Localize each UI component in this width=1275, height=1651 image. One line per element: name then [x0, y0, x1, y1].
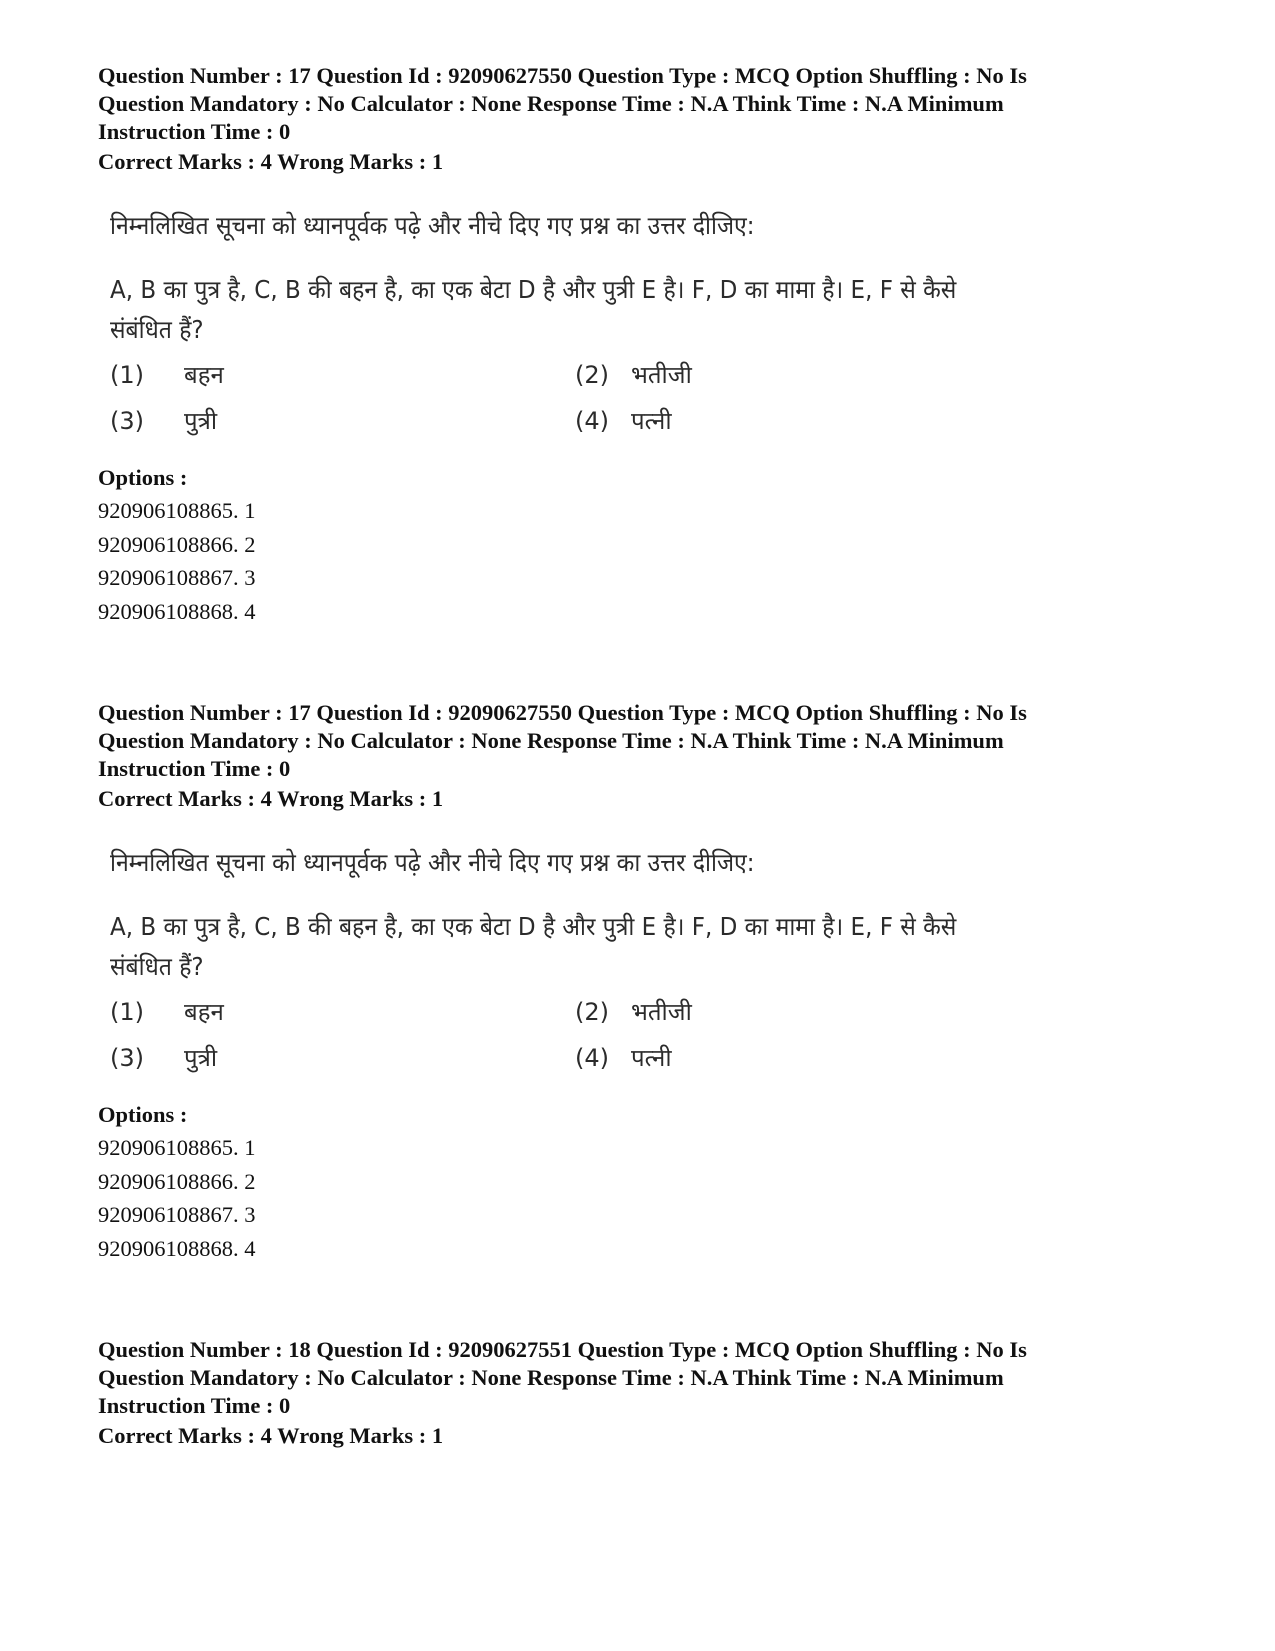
choice-3 [110, 406, 217, 436]
option-row: 920906108868. 4 [98, 598, 256, 624]
question-header-line: Instruction Time : 0 [98, 119, 291, 144]
question-header-line: Question Mandatory : No Calculator : None Response Time : N.A Think Time : N.A Minimum [98, 91, 1004, 116]
option-row: 920906108867. 3 [98, 565, 256, 590]
choice-text: पत्नी [631, 407, 672, 435]
choice-number: (4) [575, 407, 609, 435]
question-header-line: Question Mandatory : No Calculator : None Response Time : N.A Think Time : N.A Minimum [98, 1365, 1004, 1390]
choice-number: (1) [110, 361, 144, 389]
option-row: 920906108865. 1 [98, 498, 256, 523]
marks-line: Correct Marks : 4 Wrong Marks : 1 [98, 149, 444, 174]
choice-text: बहन [184, 998, 224, 1026]
choice-text: पुत्री [184, 407, 218, 435]
choice-number: (2) [575, 361, 609, 389]
choice-text: भतीजी [631, 361, 692, 389]
question-body [110, 210, 1130, 460]
choice-number: (3) [110, 1044, 144, 1072]
choice-number: (4) [575, 1044, 609, 1072]
option-row: 920906108865. 1 [98, 1135, 256, 1160]
options-list [98, 494, 256, 628]
question-header-line: Instruction Time : 0 [98, 756, 291, 781]
choice-text: बहन [184, 361, 224, 389]
statement-line: संबंधित हैं? [110, 315, 204, 344]
question-header-line: Question Mandatory : No Calculator : None Response Time : N.A Think Time : N.A Minimum [98, 728, 1004, 753]
option-row: 920906108866. 2 [98, 531, 256, 557]
choice-text: भतीजी [631, 998, 692, 1026]
option-row: 920906108868. 4 [98, 1235, 256, 1261]
choice-4 [575, 406, 672, 436]
choice-text: पुत्री [184, 1044, 218, 1072]
choice-number: (2) [575, 998, 609, 1026]
choice-3 [110, 1043, 217, 1073]
choice-2 [575, 360, 692, 390]
question-header-line: Instruction Time : 0 [98, 1393, 291, 1418]
choice-4 [575, 1043, 672, 1073]
marks-line: Correct Marks : 4 Wrong Marks : 1 [98, 1423, 444, 1448]
statement-line: A, B का पुत्र है, C, B की बहन है, का एक बेटा D है और पुत्री E है। F, D का मामा है। E, F से कैसे [110, 275, 957, 304]
choice-number: (1) [110, 998, 144, 1026]
options-list [98, 1131, 256, 1265]
option-row: 920906108867. 3 [98, 1202, 256, 1227]
options-label: Options : [98, 1102, 188, 1127]
question-header-line: Question Number : 18 Question Id : 92090627551 Question Type : MCQ Option Shuffling : No Is [98, 1337, 1027, 1362]
question-header-line: Question Number : 17 Question Id : 92090627550 Question Type : MCQ Option Shuffling : No Is [98, 63, 1027, 88]
options-label: Options : [98, 465, 188, 490]
choice-1 [110, 360, 224, 390]
question-header-line: Question Number : 17 Question Id : 92090627550 Question Type : MCQ Option Shuffling : No Is [98, 700, 1027, 725]
statement-line: संबंधित हैं? [110, 952, 204, 981]
marks-line: Correct Marks : 4 Wrong Marks : 1 [98, 786, 444, 811]
question-statement [110, 270, 1104, 350]
choice-text: पत्नी [631, 1044, 672, 1072]
choice-1 [110, 997, 224, 1027]
statement-line: A, B का पुत्र है, C, B की बहन है, का एक बेटा D है और पुत्री E है। F, D का मामा है। E, F से कैसे [110, 912, 957, 941]
question-body [110, 847, 1130, 1097]
question-header [98, 1336, 1178, 1420]
question-instruction: निम्नलिखित सूचना को ध्यानपूर्वक पढ़े और नीचे दिए गए प्रश्न का उत्तर दीजिए: [110, 211, 755, 240]
question-header [98, 62, 1178, 146]
option-row: 920906108866. 2 [98, 1168, 256, 1194]
question-instruction: निम्नलिखित सूचना को ध्यानपूर्वक पढ़े और नीचे दिए गए प्रश्न का उत्तर दीजिए: [110, 848, 755, 877]
choice-2 [575, 997, 692, 1027]
question-header [98, 699, 1178, 783]
question-statement [110, 907, 1104, 987]
choice-number: (3) [110, 407, 144, 435]
